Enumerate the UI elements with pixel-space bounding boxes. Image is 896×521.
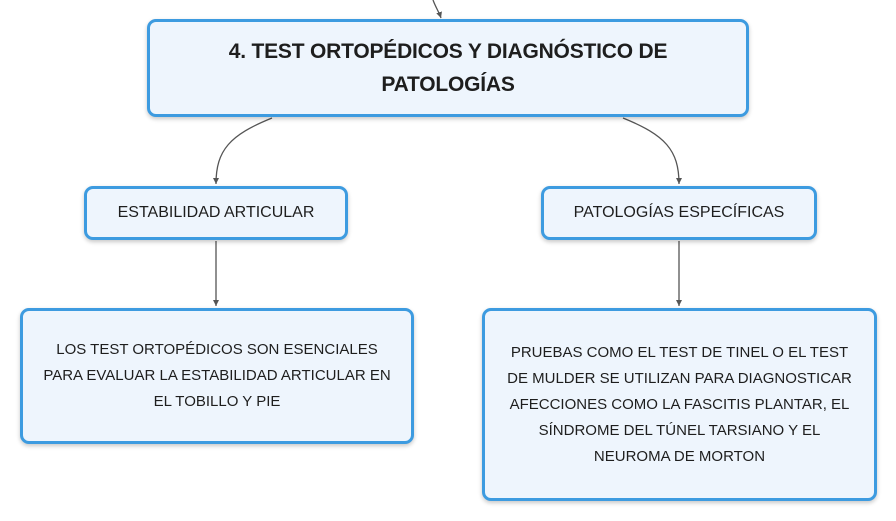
- detail-stability-text: LOS TEST ORTOPÉDICOS SON ESENCIALES PARA EVALUAR LA ESTABILIDAD ARTICULAR EN EL TOBILLO Y PIE: [43, 341, 391, 410]
- incoming-connector: [433, 0, 441, 18]
- connector-root-to-right: [623, 118, 679, 184]
- root-topic-label: 4. TEST ORTOPÉDICOS Y DIAGNÓSTICO DE PATOLOGÍAS: [228, 40, 668, 96]
- connector-root-to-left: [216, 118, 272, 184]
- detail-stability-node[interactable]: [20, 308, 414, 444]
- root-topic-node[interactable]: [147, 19, 749, 117]
- subtopic-stability-label: ESTABILIDAD ARTICULAR: [117, 204, 315, 221]
- subtopic-stability-node[interactable]: [84, 186, 348, 240]
- subtopic-pathologies-label: PATOLOGÍAS ESPECÍFICAS: [573, 204, 785, 221]
- subtopic-pathologies-node[interactable]: [541, 186, 817, 240]
- detail-pathologies-node[interactable]: [482, 308, 877, 501]
- detail-pathologies-text: PRUEBAS COMO EL TEST DE TINEL O EL TEST DE MULDER SE UTILIZAN PARA DIAGNOSTICAR AFECCIONES COMO LA FASCITIS PLANTAR, EL SÍNDROME DEL TÚNEL TARSIANO Y EL NEUROMA DE MORTON: [507, 343, 852, 465]
